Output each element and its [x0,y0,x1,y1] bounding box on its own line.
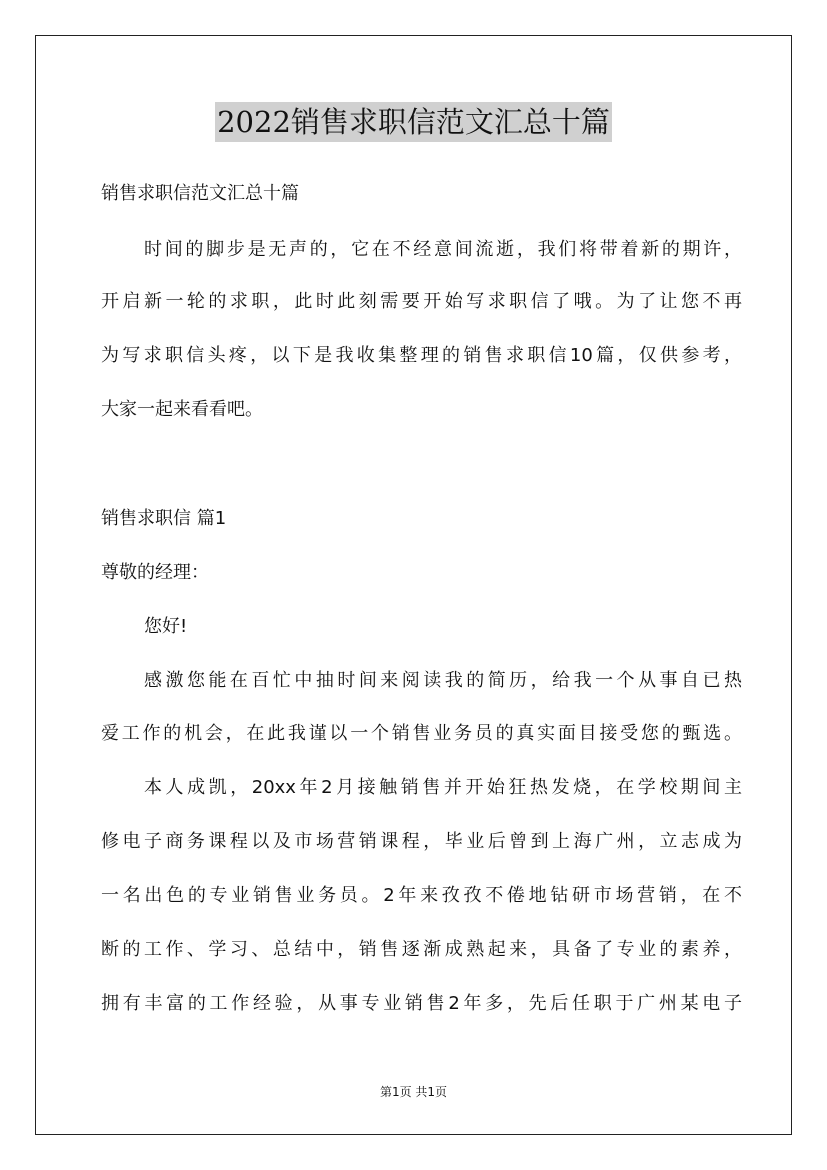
greeting: 您好! [144,616,188,637]
paragraph2-line-2: 修电子商务课程以及市场营销课程，毕业后曾到上海广州，立志成为 [101,831,742,852]
document-title: 2022销售求职信范文汇总十篇 [215,102,612,142]
section-heading: 销售求职信 篇1 [101,508,227,529]
subtitle: 销售求职信范文汇总十篇 [101,183,299,204]
paragraph1-line-2: 爱工作的机会，在此我谨以一个销售业务员的真实面目接受您的甄选。 [101,723,742,744]
page-footer: 第1页 共1页 [379,1085,448,1099]
paragraph2-line-5: 拥有丰富的工作经验，从事专业销售2年多，先后任职于广州某电子 [101,993,742,1014]
salutation: 尊敬的经理： [101,562,209,583]
intro-line-2: 开启新一轮的求职，此时此刻需要开始写求职信了哦。为了让您不再 [101,291,742,312]
intro-line-4: 大家一起来看看吧。 [101,399,263,420]
document-title-wrap [0,102,827,142]
paragraph2-line-3: 一名出色的专业销售业务员。2年来孜孜不倦地钻研市场营销，在不 [101,885,742,906]
intro-line-1: 时间的脚步是无声的，它在不经意间流逝，我们将带着新的期许， [144,239,742,260]
paragraph1-line-1: 感激您能在百忙中抽时间来阅读我的简历，给我一个从事自已热 [144,670,742,691]
intro-line-3: 为写求职信头疼，以下是我收集整理的销售求职信10篇，仅供参考， [101,345,742,366]
paragraph2-line-1: 本人成凯，20xx年2月接触销售并开始狂热发烧，在学校期间主 [144,777,742,798]
paragraph2-line-4: 断的工作、学习、总结中，销售逐渐成熟起来，具备了专业的素养， [101,939,742,960]
